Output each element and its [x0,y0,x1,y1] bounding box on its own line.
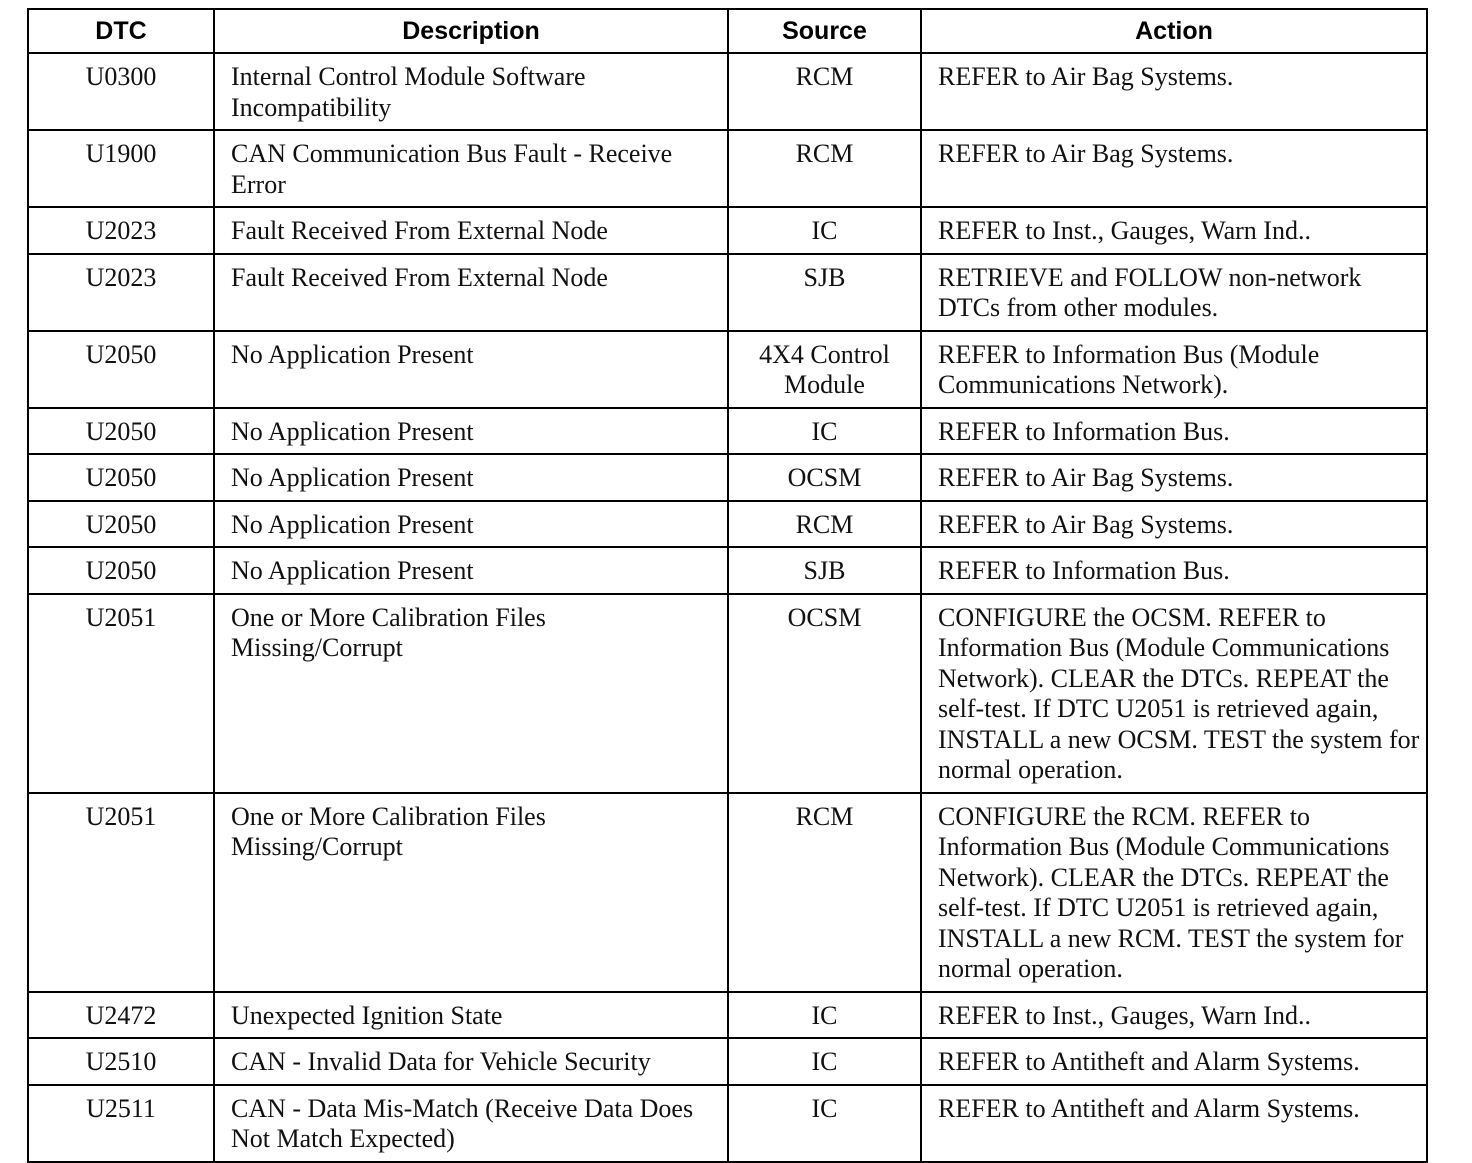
table-row [28,793,1427,992]
header-dtc: DTC [28,9,214,53]
source-cell: IC [728,408,921,455]
table-row [28,331,1427,408]
description-cell: No Application Present [214,408,728,455]
description-cell: No Application Present [214,547,728,594]
description-cell: CAN - Invalid Data for Vehicle Security [214,1038,728,1085]
action-cell: REFER to Air Bag Systems. [921,53,1427,130]
description-cell: Unexpected Ignition State [214,992,728,1039]
source-cell: RCM [728,793,921,992]
description-cell: No Application Present [214,331,728,408]
dtc-code-cell: U2050 [28,501,214,548]
description-cell: Fault Received From External Node [214,254,728,331]
table-row [28,454,1427,501]
description-cell: Fault Received From External Node [214,207,728,254]
action-cell: REFER to Antitheft and Alarm Systems. [921,1038,1427,1085]
source-cell: RCM [728,501,921,548]
source-cell: 4X4 Control Module [728,331,921,408]
table-body [28,53,1427,1162]
table-row [28,130,1427,207]
dtc-code-cell: U2023 [28,254,214,331]
table-row [28,547,1427,594]
dtc-code-cell: U2051 [28,793,214,992]
dtc-code-cell: U2510 [28,1038,214,1085]
source-cell: IC [728,207,921,254]
dtc-code-cell: U2472 [28,992,214,1039]
action-cell: REFER to Information Bus. [921,547,1427,594]
header-description: Description [214,9,728,53]
table-header [28,9,1427,53]
source-cell: SJB [728,254,921,331]
source-cell: IC [728,1038,921,1085]
description-cell: Internal Control Module Software Incompatibility [214,53,728,130]
table-row [28,53,1427,130]
dtc-code-cell: U2050 [28,454,214,501]
action-cell: REFER to Antitheft and Alarm Systems. [921,1085,1427,1162]
table-row [28,594,1427,793]
table-row [28,1038,1427,1085]
dtc-code-cell: U2023 [28,207,214,254]
source-cell: OCSM [728,594,921,793]
action-cell: CONFIGURE the RCM. REFER to Information Bus (Module Communications Network). CLEAR the DTCs. REPEAT the self-test. If DTC U2051 is retrieved again, INSTALL a new RCM. TEST the system for normal operation. [921,793,1427,992]
table-row [28,207,1427,254]
source-cell: RCM [728,53,921,130]
source-cell: IC [728,992,921,1039]
action-cell: RETRIEVE and FOLLOW non-network DTCs from other modules. [921,254,1427,331]
action-cell: REFER to Air Bag Systems. [921,454,1427,501]
action-cell: CONFIGURE the OCSM. REFER to Information Bus (Module Communications Network). CLEAR the DTCs. REPEAT the self-test. If DTC U2051 is retrieved again, INSTALL a new OCSM. TEST the system for normal operation. [921,594,1427,793]
description-cell: One or More Calibration Files Missing/Corrupt [214,594,728,793]
dtc-code-cell: U2511 [28,1085,214,1162]
header-row [28,9,1427,53]
dtc-code-cell: U1900 [28,130,214,207]
dtc-code-cell: U2051 [28,594,214,793]
source-cell: IC [728,1085,921,1162]
description-cell: One or More Calibration Files Missing/Corrupt [214,793,728,992]
action-cell: REFER to Air Bag Systems. [921,501,1427,548]
dtc-code-cell: U2050 [28,331,214,408]
table-row [28,1085,1427,1162]
description-cell: CAN Communication Bus Fault - Receive Error [214,130,728,207]
table-row [28,254,1427,331]
action-cell: REFER to Inst., Gauges, Warn Ind.. [921,207,1427,254]
dtc-code-cell: U2050 [28,547,214,594]
header-action: Action [921,9,1427,53]
action-cell: REFER to Information Bus (Module Communications Network). [921,331,1427,408]
dtc-code-cell: U0300 [28,53,214,130]
action-cell: REFER to Information Bus. [921,408,1427,455]
description-cell: No Application Present [214,454,728,501]
source-cell: RCM [728,130,921,207]
table-row [28,501,1427,548]
table-row [28,992,1427,1039]
header-source: Source [728,9,921,53]
source-cell: OCSM [728,454,921,501]
source-cell: SJB [728,547,921,594]
dtc-table [27,8,1428,1163]
action-cell: REFER to Inst., Gauges, Warn Ind.. [921,992,1427,1039]
dtc-code-cell: U2050 [28,408,214,455]
description-cell: No Application Present [214,501,728,548]
table-row [28,408,1427,455]
action-cell: REFER to Air Bag Systems. [921,130,1427,207]
description-cell: CAN - Data Mis-Match (Receive Data Does Not Match Expected) [214,1085,728,1162]
